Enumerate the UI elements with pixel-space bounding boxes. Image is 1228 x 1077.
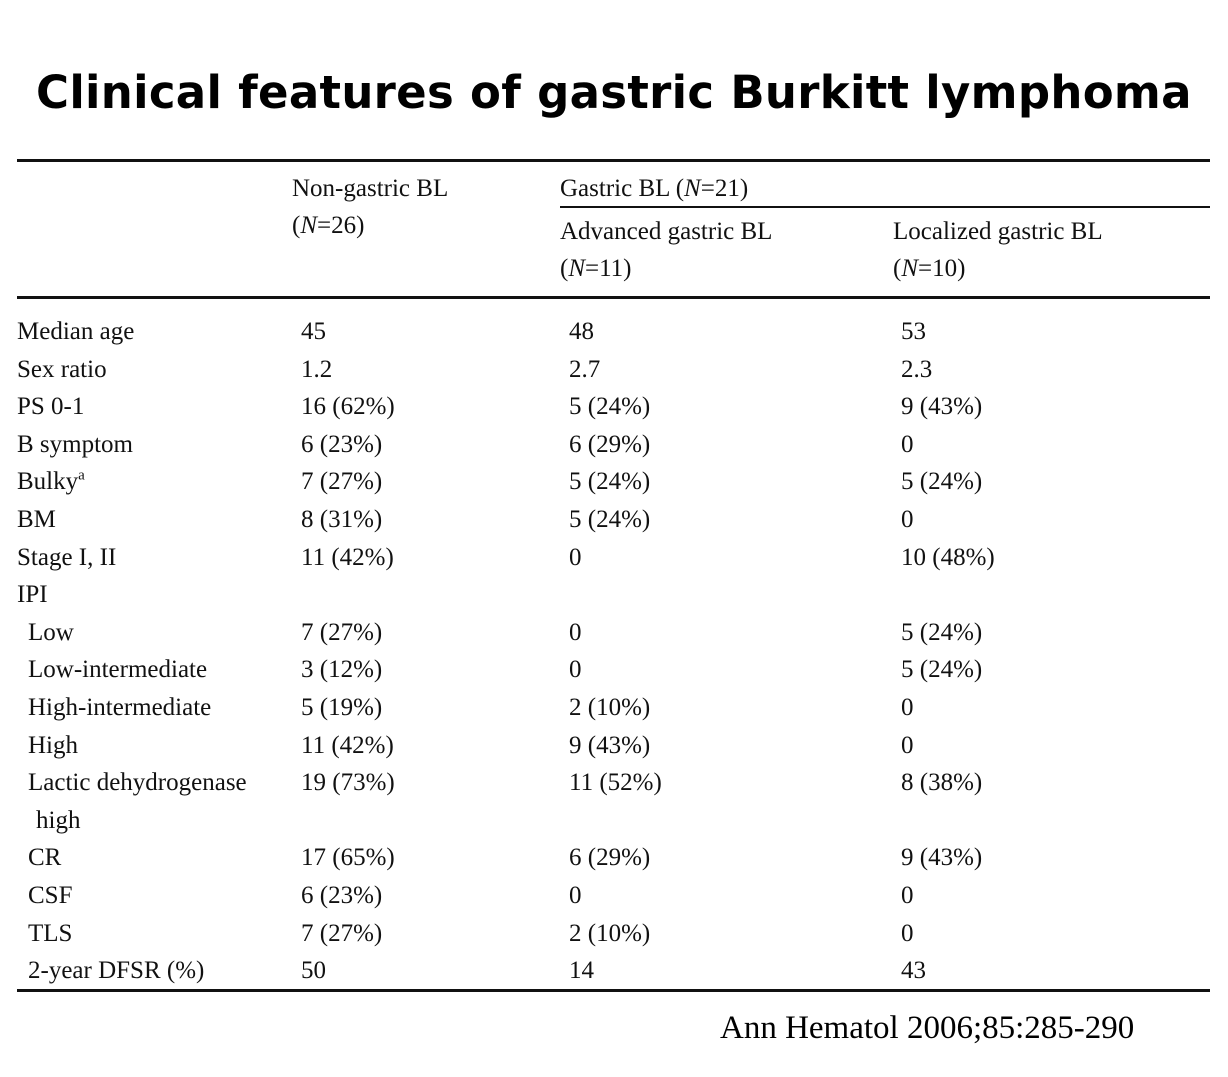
header-non-gastric-label: Non-gastric BL: [292, 175, 449, 202]
header-localized-gastric-label: Localized gastric BL: [893, 218, 1103, 245]
row-value-c1: 6 (23%): [301, 430, 383, 458]
row-value-c2: 11 (52%): [569, 769, 662, 797]
row-label: Low-intermediate: [28, 656, 208, 684]
row-value-c3: 5 (24%): [901, 468, 983, 496]
row-value-c1: 11 (42%): [301, 731, 394, 759]
row-value-c1: 7 (27%): [301, 468, 383, 496]
row-value-c3: 0: [901, 731, 914, 759]
row-value-c3: 0: [901, 430, 914, 458]
citation-source: Ann Hematol 2006;85:285-290: [720, 1010, 1135, 1046]
table-top-rule: [17, 159, 1210, 162]
row-value-c1: 8 (31%): [301, 506, 383, 533]
row-value-c2: 6 (29%): [569, 844, 651, 872]
row-label: Stage I, II: [17, 543, 117, 571]
header-advanced-gastric-n: (N=11): [560, 255, 632, 282]
row-value-c1: 7 (27%): [301, 919, 383, 947]
row-value-c2: 5 (24%): [569, 506, 651, 533]
row-value-c1: 1.2: [301, 355, 333, 383]
row-value-c3: 10 (48%): [901, 543, 995, 571]
row-value-c3: 53: [901, 318, 926, 345]
row-label: BM: [17, 506, 56, 533]
row-value-c1: 3 (12%): [301, 656, 383, 684]
row-label: Median age: [17, 318, 135, 345]
row-value-c2: 9 (43%): [569, 731, 651, 759]
header-non-gastric: [292, 170, 448, 244]
row-value-c3: 5 (24%): [901, 656, 983, 684]
row-label: PS 0-1: [17, 393, 85, 421]
row-value-c3: 43: [901, 957, 926, 985]
row-label: Low: [28, 618, 74, 646]
row-value-c2: 14: [569, 957, 594, 985]
row-label: CR: [28, 844, 62, 872]
row-value-c2: 0: [569, 882, 582, 909]
row-label: High: [28, 731, 78, 759]
row-label-continuation: high: [36, 806, 81, 834]
row-value-c2: 2 (10%): [569, 919, 651, 947]
row-label: B symptom: [17, 430, 133, 458]
row-value-c3: 0: [901, 694, 914, 721]
row-label: 2-year DFSR (%): [28, 957, 205, 985]
row-value-c2: 2 (10%): [569, 694, 651, 721]
footnote-marker: a: [78, 468, 85, 485]
row-value-c3: 0: [901, 919, 914, 947]
row-value-c3: 2.3: [901, 355, 933, 383]
row-value-c3: 5 (24%): [901, 618, 983, 646]
row-value-c3: 0: [901, 882, 914, 909]
row-value-c2: 5 (24%): [569, 468, 651, 496]
row-label: IPI: [17, 581, 48, 609]
row-value-c3: 9 (43%): [901, 844, 983, 872]
row-value-c2: 0: [569, 618, 582, 646]
row-value-c1: 17 (65%): [301, 844, 395, 872]
header-bottom-rule: [17, 296, 1210, 299]
row-value-c1: 6 (23%): [301, 882, 383, 909]
header-localized-gastric-n: (N=10): [893, 255, 966, 282]
row-value-c2: 6 (29%): [569, 430, 651, 458]
row-value-c1: 19 (73%): [301, 769, 395, 797]
row-value-c1: 7 (27%): [301, 618, 383, 646]
row-value-c1: 50: [301, 957, 326, 985]
row-value-c1: 16 (62%): [301, 393, 395, 421]
header-gastric-group: Gastric BL (N=21): [560, 175, 749, 202]
row-value-c2: 5 (24%): [569, 393, 651, 421]
row-value-c3: 0: [901, 506, 914, 533]
table-bottom-rule: [17, 989, 1210, 992]
row-label: CSF: [28, 882, 73, 909]
row-value-c3: 8 (38%): [901, 769, 983, 797]
row-value-c1: 5 (19%): [301, 694, 383, 721]
header-non-gastric-n: (N=26): [292, 212, 365, 239]
row-value-c2: 2.7: [569, 355, 601, 383]
header-advanced-gastric: [560, 213, 772, 287]
row-label: High-intermediate: [28, 694, 212, 721]
header-advanced-gastric-label: Advanced gastric BL: [560, 218, 773, 245]
header-localized-gastric: [893, 213, 1103, 287]
row-value-c2: 0: [569, 543, 582, 571]
row-label: TLS: [28, 919, 73, 947]
row-label: Lactic dehydrogenase: [28, 769, 247, 797]
row-label: Bulky$^a$: [17, 468, 85, 496]
row-value-c1: 45: [301, 318, 326, 345]
row-label: Sex ratio: [17, 355, 107, 383]
row-value-c3: 9 (43%): [901, 393, 983, 421]
row-value-c1: 11 (42%): [301, 543, 394, 571]
slide-title: Clinical features of gastric Burkitt lymphoma: [36, 66, 1192, 119]
row-value-c2: 48: [569, 318, 594, 345]
row-value-c2: 0: [569, 656, 582, 684]
